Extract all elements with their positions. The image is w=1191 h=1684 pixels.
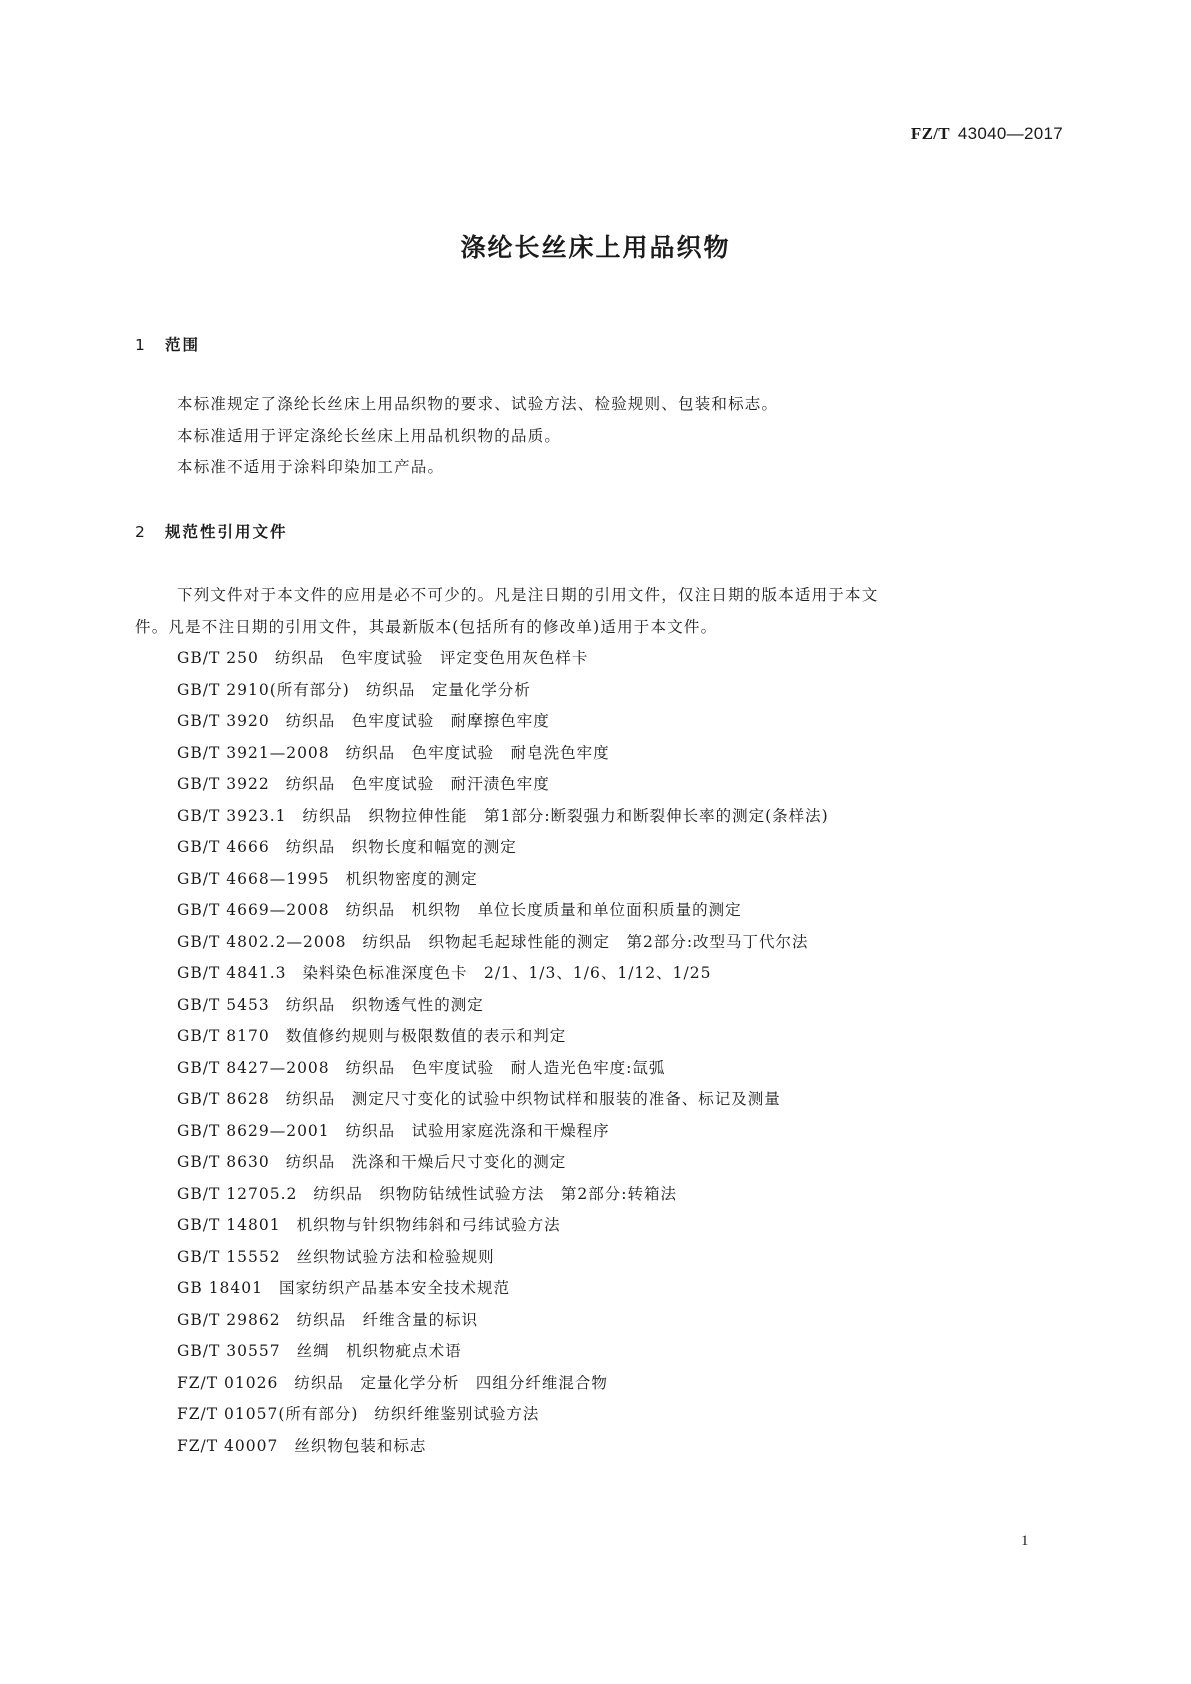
reference-code: GB/T 3921—2008: [177, 743, 330, 762]
reference-item: [177, 1053, 829, 1085]
reference-code: FZ/T 01057(所有部分): [177, 1405, 359, 1423]
reference-title: 纺织品 定量化学分析: [365, 680, 531, 699]
section-title: 规范性引用文件: [165, 523, 288, 541]
reference-title: 纺织品 织物防钻绒性试验方法 第2部分:转箱法: [313, 1184, 677, 1203]
document-title: 涤纶长丝床上用品织物: [460, 233, 731, 262]
reference-title: 纺织品 洗涤和干燥后尺寸变化的测定: [285, 1153, 567, 1171]
reference-title: 纺织品 定量化学分析 四组分纤维混合物: [294, 1373, 608, 1392]
reference-item: [177, 1179, 829, 1211]
reference-code: GB/T 3920: [177, 712, 270, 730]
reference-title: 纺织品 织物拉伸性能 第1部分:断裂强力和断裂伸长率的测定(条样法): [302, 806, 829, 825]
paragraph: 本标准规定了涤纶长丝床上用品织物的要求、试验方法、检验规则、包装和标志。: [177, 395, 779, 413]
paragraph: 本标准适用于评定涤纶长丝床上用品机织物的品质。: [177, 426, 562, 445]
reference-title: 纺织品 纤维含量的标识: [296, 1310, 479, 1329]
reference-item: [177, 1431, 829, 1463]
reference-code: GB/T 15552: [177, 1247, 281, 1266]
reference-code: GB/T 5453: [177, 995, 270, 1014]
reference-title: 纺织纤维鉴别试验方法: [374, 1405, 540, 1423]
reference-item: [177, 990, 829, 1022]
reference-code: GB/T 29862: [177, 1310, 281, 1329]
reference-item: [177, 675, 829, 707]
reference-item: [177, 1147, 829, 1179]
reference-code: GB/T 14801: [177, 1216, 281, 1234]
section-title: 范围: [165, 336, 201, 354]
reference-item: [177, 1336, 829, 1368]
reference-item: [177, 1210, 829, 1242]
reference-item: [177, 895, 829, 927]
reference-code: GB/T 250: [177, 649, 259, 667]
reference-title: 数值修约规则与极限数值的表示和判定: [285, 1027, 567, 1045]
reference-item: [177, 958, 829, 990]
reference-item: [177, 1084, 829, 1116]
paragraph-line: 件。凡是不注日期的引用文件，其最新版本(包括所有的修改单)适用于本文件。: [135, 617, 718, 636]
section-number: 1: [135, 336, 147, 354]
standard-number: 43040—2017: [957, 124, 1063, 143]
section-number: 2: [135, 523, 147, 541]
reference-title: 丝织物包装和标志: [294, 1436, 427, 1455]
reference-code: GB/T 4668—1995: [177, 869, 330, 888]
reference-code: GB/T 8628: [177, 1090, 270, 1108]
standard-prefix: FZ/T: [910, 124, 950, 143]
reference-item: [177, 1273, 829, 1305]
reference-code: GB/T 8170: [177, 1027, 270, 1045]
reference-title: 丝织物试验方法和检验规则: [296, 1247, 495, 1266]
reference-item: [177, 927, 829, 959]
reference-code: GB/T 30557: [177, 1342, 281, 1360]
reference-title: 纺织品 色牢度试验 耐汗渍色牢度: [285, 775, 550, 793]
reference-code: GB/T 4666: [177, 838, 270, 856]
reference-code: GB 18401: [177, 1279, 264, 1297]
reference-item: [177, 1399, 829, 1431]
reference-code: GB/T 12705.2: [177, 1184, 298, 1203]
reference-title: 机织物密度的测定: [345, 869, 478, 888]
paragraph: 本标准不适用于涂料印染加工产品。: [177, 458, 445, 476]
normative-references-list: [177, 643, 829, 1462]
reference-title: 纺织品 色牢度试验 耐摩擦色牢度: [285, 712, 550, 730]
reference-title: 机织物与针织物纬斜和弓纬试验方法: [296, 1216, 561, 1234]
reference-code: GB/T 4841.3: [177, 964, 287, 982]
reference-title: 纺织品 织物透气性的测定: [285, 995, 484, 1014]
reference-item: [177, 738, 829, 770]
reference-title: 丝绸 机织物疵点术语: [296, 1342, 462, 1360]
reference-title: 纺织品 试验用家庭洗涤和干燥程序: [345, 1121, 610, 1140]
section-1-body: [135, 389, 1075, 484]
reference-code: FZ/T 01026: [177, 1373, 279, 1392]
reference-item: [177, 801, 829, 833]
reference-title: 纺织品 色牢度试验 评定变色用灰色样卡: [274, 649, 589, 667]
reference-item: [177, 643, 829, 675]
reference-code: GB/T 8629—2001: [177, 1121, 330, 1140]
reference-title: 纺织品 测定尺寸变化的试验中织物试样和服装的准备、标记及测量: [285, 1090, 781, 1108]
reference-item: [177, 1242, 829, 1274]
reference-item: [177, 1116, 829, 1148]
reference-code: GB/T 4669—2008: [177, 901, 330, 919]
reference-item: [177, 1021, 829, 1053]
reference-code: GB/T 3922: [177, 775, 270, 793]
reference-title: 纺织品 色牢度试验 耐皂洗色牢度: [345, 743, 610, 762]
reference-title: 纺织品 织物长度和幅宽的测定: [285, 838, 517, 856]
reference-item: [177, 769, 829, 801]
reference-title: 纺织品 机织物 单位长度质量和单位面积质量的测定: [345, 901, 742, 919]
reference-code: GB/T 8630: [177, 1153, 270, 1171]
reference-item: [177, 864, 829, 896]
section-2-heading: [135, 520, 288, 542]
reference-item: [177, 832, 829, 864]
reference-code: FZ/T 40007: [177, 1436, 279, 1455]
page-number: 1: [1021, 1533, 1029, 1549]
paragraph-line: 下列文件对于本文件的应用是必不可少的。凡是注日期的引用文件，仅注日期的版本适用于本文: [177, 586, 879, 604]
section-1-heading: [135, 333, 200, 355]
section-2-intro: [135, 580, 1075, 643]
reference-code: GB/T 8427—2008: [177, 1058, 330, 1077]
reference-title: 国家纺织产品基本安全技术规范: [279, 1279, 511, 1297]
reference-item: [177, 1368, 829, 1400]
standard-code: [911, 124, 1063, 144]
reference-code: GB/T 2910(所有部分): [177, 680, 350, 699]
reference-item: [177, 706, 829, 738]
reference-title: 纺织品 织物起毛起球性能的测定 第2部分:改型马丁代尔法: [362, 932, 809, 951]
reference-title: 纺织品 色牢度试验 耐人造光色牢度:氙弧: [345, 1058, 666, 1077]
reference-code: GB/T 4802.2—2008: [177, 932, 347, 951]
reference-title: 染料染色标准深度色卡 2/1、1/3、1/6、1/12、1/25: [302, 964, 712, 982]
reference-item: [177, 1305, 829, 1337]
reference-code: GB/T 3923.1: [177, 806, 287, 825]
